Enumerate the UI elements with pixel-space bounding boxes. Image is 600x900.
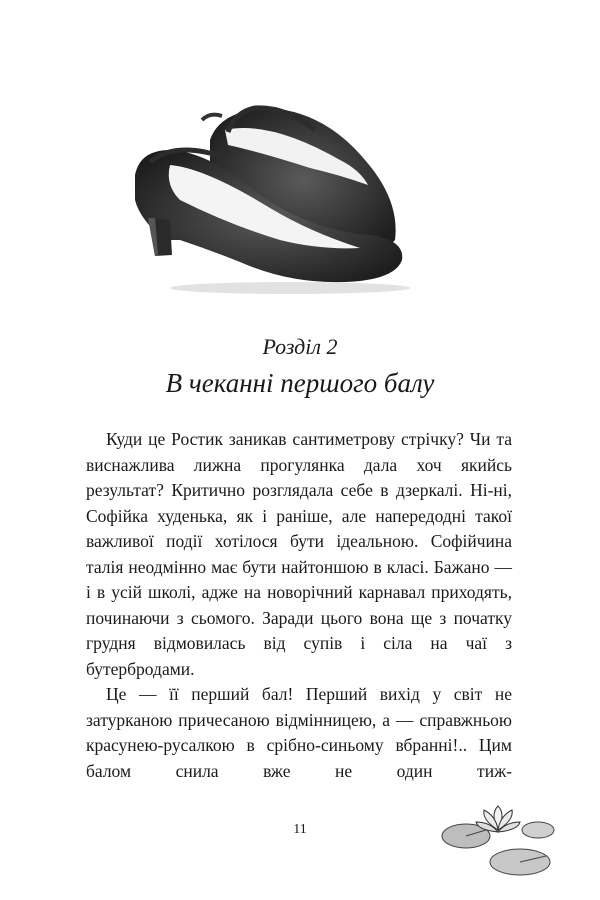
chapter-title: В чеканні першого балу bbox=[165, 368, 435, 398]
water-lily-illustration bbox=[438, 800, 558, 880]
chapter-label: Розділ 2 bbox=[262, 334, 338, 359]
lily-flower bbox=[476, 806, 520, 832]
paragraph: Куди це Ростик заникав сантиметрову стрічку? Чи та виснажлива лижна прогулянка дала хоч якийсь результат? Критично розглядала себе в дзеркалі. Ні-ні, Софійка худенька, як і раніше, але напередодні такої важливої події хотілося бути ідеальною. Софійчина талія неодмінно має бути найтоншою в класі. Бажано — і в усій школі, адже на новорічний карнавал приходять, починаючи з сьомого. Заради цього вона ще з початку грудня відмовилась від супів і сіла на чаї з бутербродами. bbox=[86, 429, 512, 679]
body-text bbox=[86, 427, 512, 784]
shoes-illustration bbox=[110, 90, 420, 300]
page-number: 11 bbox=[293, 822, 307, 837]
paragraph: Це — її перший бал! Перший вихід у світ не затурканою причесаною відмінницею, а — справжньою красунею-русалкою в срібно-синьому вбранні!.. Цим балом снила вже не один тиж- bbox=[86, 684, 512, 781]
